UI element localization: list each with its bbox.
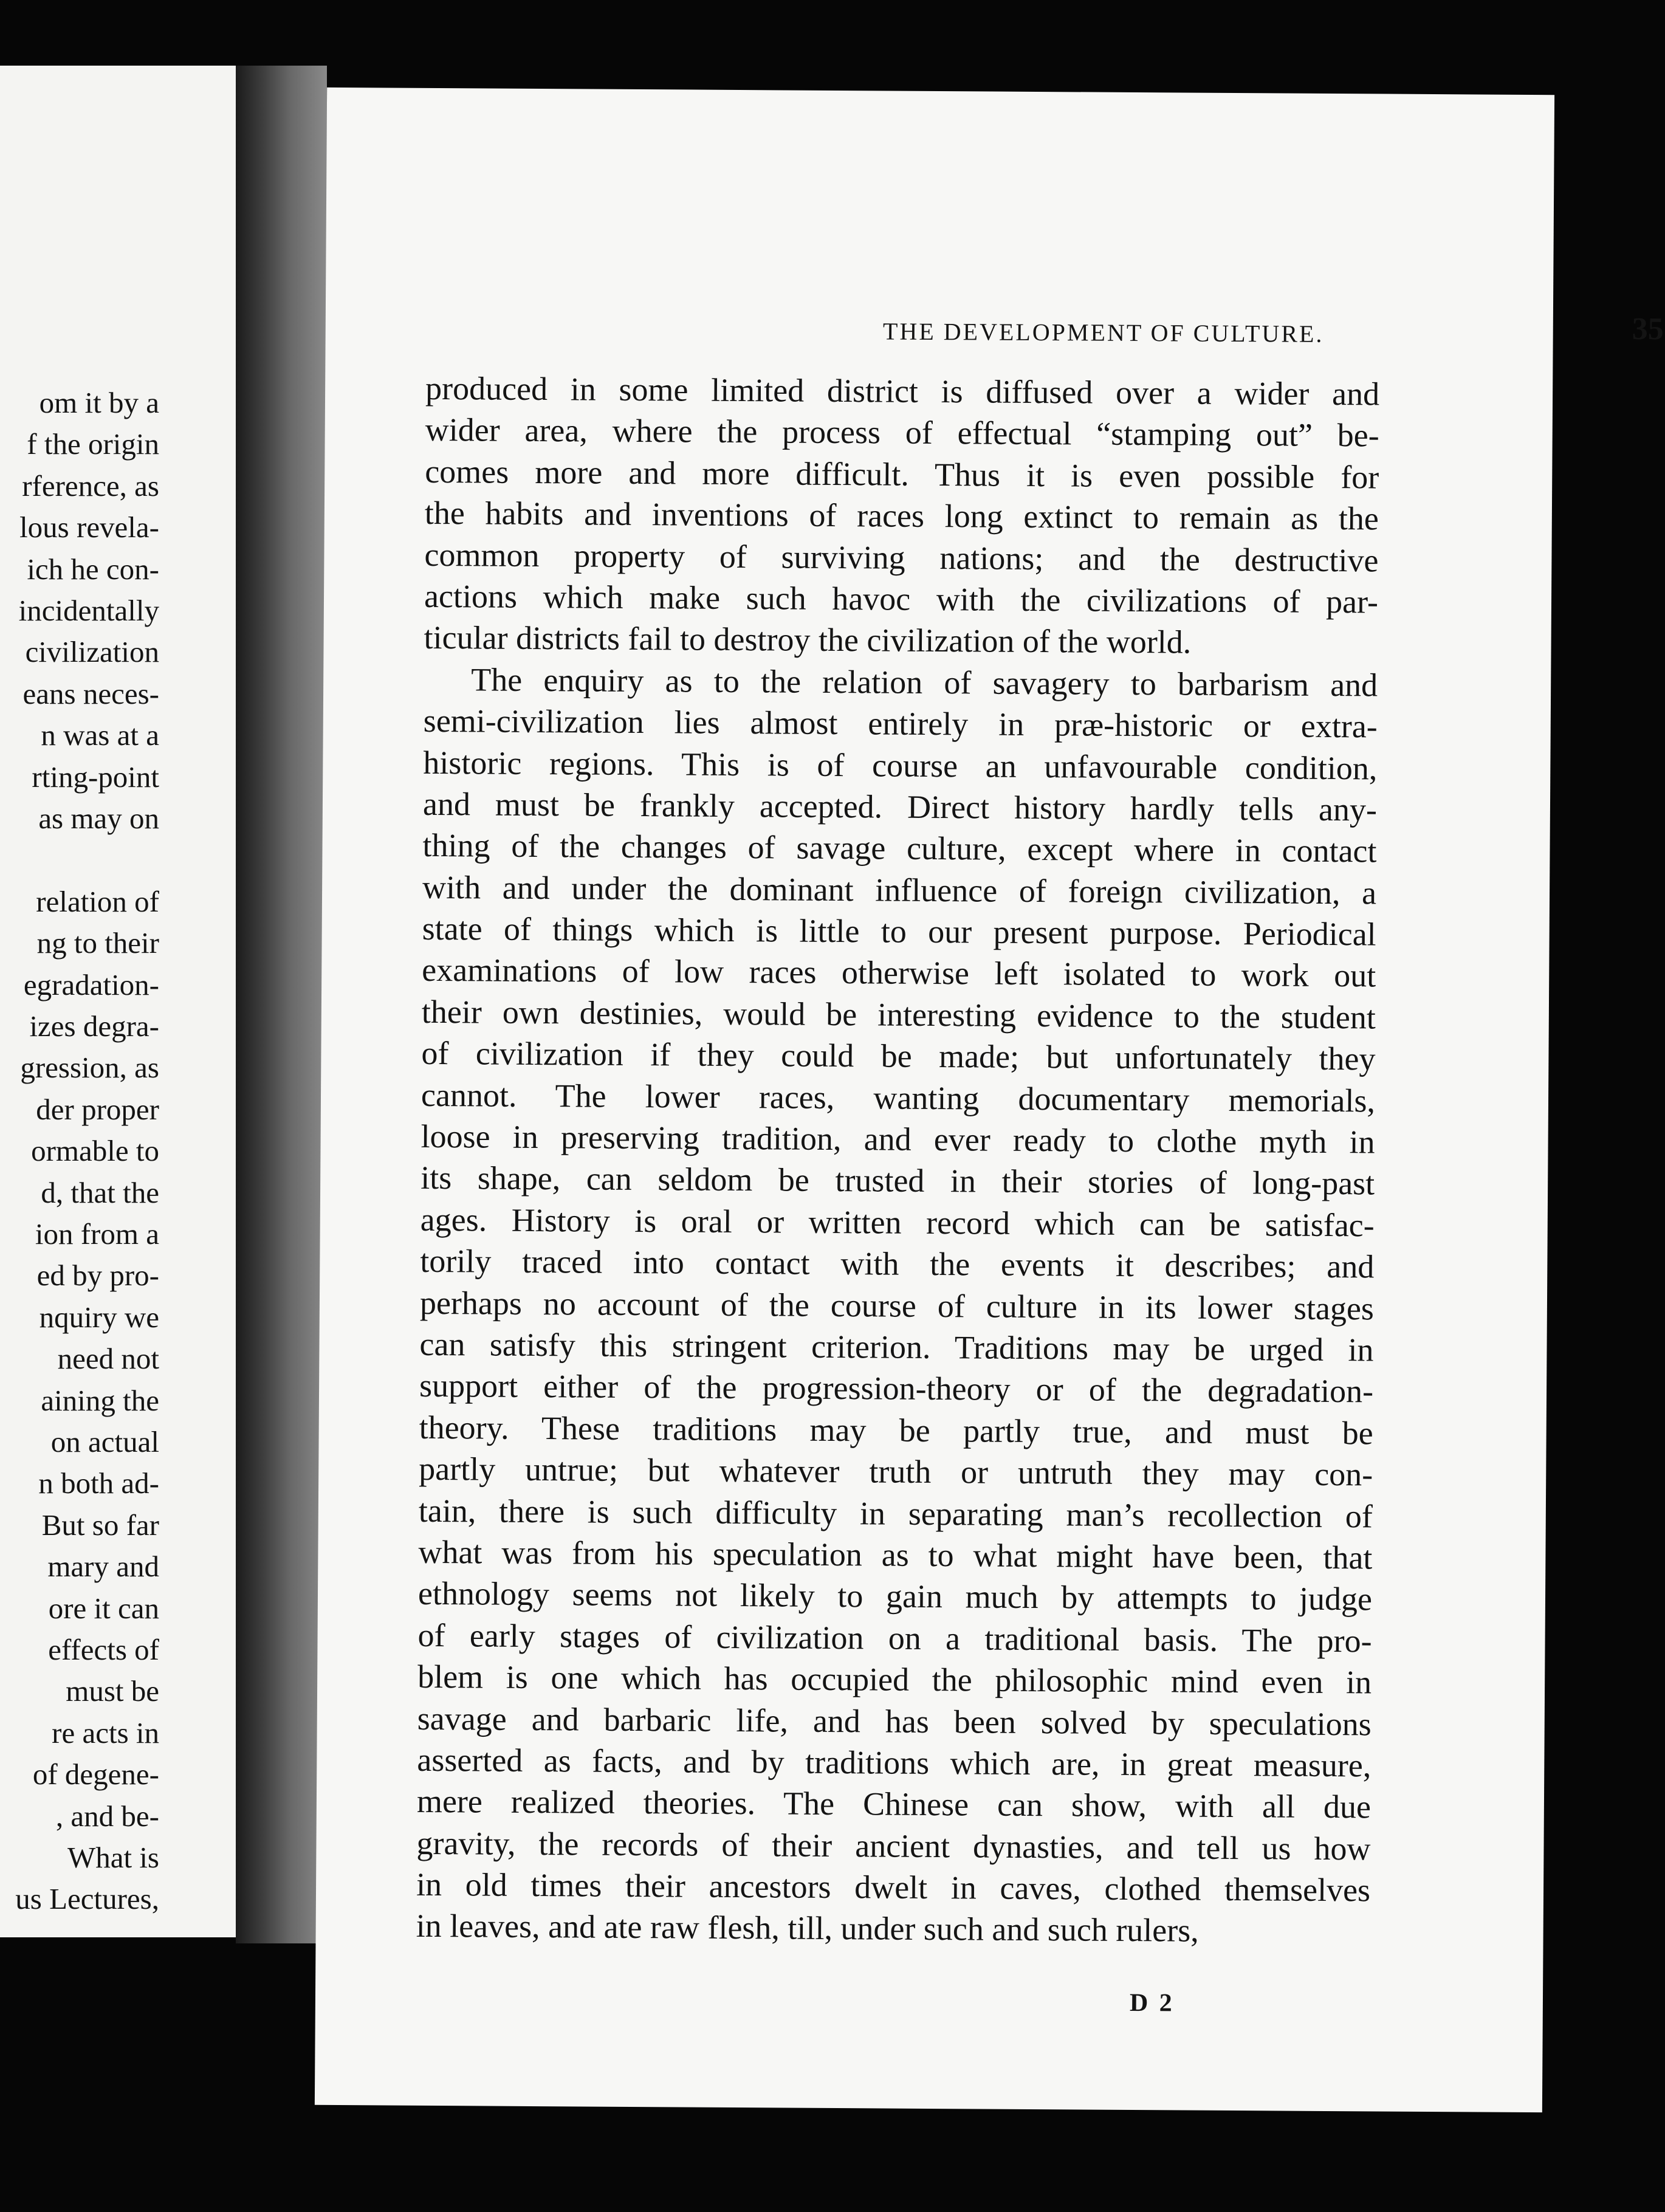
left-text-line: must be: [66, 1674, 159, 1708]
left-text-line: gression, as: [20, 1051, 159, 1085]
left-text-line: incidentally: [18, 594, 159, 627]
left-text-line: of degene-: [32, 1757, 159, 1791]
text-line: their own destinies, would be interesting evidence to the student: [421, 993, 1376, 1036]
text-line: perhaps no account of the course of culture in its lower stages: [419, 1284, 1375, 1327]
body-text: [416, 368, 1379, 1953]
left-text-line: us Lectures,: [15, 1882, 159, 1916]
text-line: wider area, where the process of effectual “stamping out” be-: [425, 411, 1379, 454]
left-text-line: civilization: [25, 635, 159, 669]
left-text-line: But so far: [41, 1508, 159, 1542]
left-text-line: nquiry we: [39, 1300, 159, 1334]
text-line: theory. These traditions may be partly true, and must be: [419, 1409, 1373, 1452]
left-text-line: mary and: [47, 1550, 159, 1584]
text-line: of early stages of civilization on a traditional basis. The pro-: [417, 1616, 1372, 1660]
signature-mark: D 2: [1129, 1988, 1175, 2018]
text-line: produced in some limited district is diffused over a wider and: [425, 369, 1380, 413]
left-text-line: n both ad-: [38, 1466, 159, 1500]
left-text-line: effects of: [48, 1633, 159, 1666]
left-text-line: ed by pro-: [36, 1259, 159, 1293]
left-text-line: as may on: [38, 802, 159, 835]
left-text-line: relation of: [36, 884, 159, 918]
text-line: state of things which is little to our present purpose. Periodical: [422, 910, 1376, 953]
text-line: historic regions. This is of course an unfavourable condition,: [423, 744, 1378, 786]
page-number: 35: [1632, 311, 1664, 347]
left-text-line: ion from a: [35, 1217, 159, 1251]
left-text-line: f the origin: [27, 427, 159, 461]
text-line: in leaves, and ate raw flesh, till, under such and such rulers,: [416, 1908, 1199, 1949]
left-text-line: re acts in: [52, 1716, 159, 1750]
text-line: its shape, can seldom be trusted in their stories of long-past: [421, 1159, 1375, 1202]
left-text-line: d, that the: [41, 1175, 159, 1209]
text-line: The enquiry as to the relation of savagery to barbarism and: [471, 661, 1378, 704]
left-text-line: lous revela-: [19, 510, 159, 544]
running-header: THE DEVELOPMENT OF CULTURE.: [882, 317, 1324, 348]
left-text-line: need not: [57, 1342, 159, 1376]
text-line: savage and barbaric life, and has been solved by speculations: [417, 1700, 1371, 1742]
left-text-line: on actual: [50, 1425, 159, 1458]
text-line: cannot. The lower races, wanting documentary memorials,: [421, 1076, 1376, 1119]
left-text-line: izes degra-: [29, 1009, 159, 1043]
right-page: [315, 88, 1664, 2112]
text-line: blem is one which has occupied the philosophic mind even in: [417, 1658, 1372, 1701]
left-text-line: ormable to: [31, 1134, 159, 1168]
text-line: ethnology seems not likely to gain much by attempts to judge: [417, 1575, 1373, 1618]
left-text-line: aining the: [41, 1383, 159, 1417]
text-line: support either of the progression-theory or of the degradation-: [419, 1367, 1374, 1410]
text-line: what was from his speculation as to what might have been, that: [418, 1533, 1373, 1576]
text-line: tain, there is such difficulty in separating man’s recollection of: [418, 1492, 1373, 1534]
text-line: of civilization if they could be made; but unfortunately they: [421, 1035, 1376, 1077]
text-line: with and under the dominant influence of foreign civilization, a: [422, 868, 1377, 912]
text-line: thing of the changes of savage culture, except where in contact: [422, 827, 1377, 870]
left-page: [0, 66, 236, 1937]
text-line: common property of surviving nations; and the destructive: [424, 536, 1379, 579]
left-text-line: eans neces-: [22, 676, 159, 710]
left-text-line: n was at a: [41, 718, 159, 752]
text-line: mere realized theories. The Chinese can show, with all due: [416, 1783, 1371, 1826]
text-line: loose in preserving tradition, and ever ready to clothe myth in: [421, 1118, 1375, 1161]
text-line: asserted as facts, and by traditions which are, in great measure,: [417, 1741, 1371, 1784]
left-text-line: rting-point: [32, 760, 159, 794]
text-line: in old times their ancestors dwelt in caves, clothed themselves: [416, 1866, 1371, 1909]
left-text-line: ore it can: [48, 1591, 159, 1625]
left-text-line: , and be-: [55, 1799, 159, 1833]
left-text-line: egradation-: [23, 967, 159, 1001]
left-text-line: rference, as: [22, 469, 159, 503]
left-text-line: What is: [67, 1841, 159, 1874]
text-line: partly untrue; but whatever truth or untruth they may con-: [419, 1450, 1373, 1493]
left-text-line: ng to their: [36, 926, 159, 960]
left-text-line: ich he con-: [27, 552, 159, 586]
text-line: the habits and inventions of races long extinct to remain as the: [424, 495, 1379, 537]
book-gutter: [236, 66, 327, 1943]
left-text-line: der proper: [36, 1092, 159, 1126]
text-line: gravity, the records of their ancient dynasties, and tell us how: [416, 1824, 1371, 1867]
text-line: comes more and more difficult. Thus it is even possible for: [425, 453, 1379, 496]
text-line: actions which make such havoc with the civilizations of par-: [424, 577, 1379, 620]
text-line: examinations of low races otherwise left isolated to work out: [422, 952, 1376, 994]
text-line: can satisfy this stringent criterion. Traditions may be urged in: [419, 1325, 1374, 1369]
text-line: ticular districts fail to destroy the civilization of the world.: [424, 619, 1192, 661]
text-line: and must be frankly accepted. Direct history hardly tells any-: [422, 785, 1378, 828]
text-line: semi-civilization lies almost entirely in præ-historic or extra-: [423, 702, 1378, 745]
text-line: ages. History is oral or written record which can be satisfac-: [420, 1201, 1375, 1244]
left-text-line: om it by a: [39, 386, 159, 419]
text-line: torily traced into contact with the events it describes; and: [420, 1243, 1375, 1285]
